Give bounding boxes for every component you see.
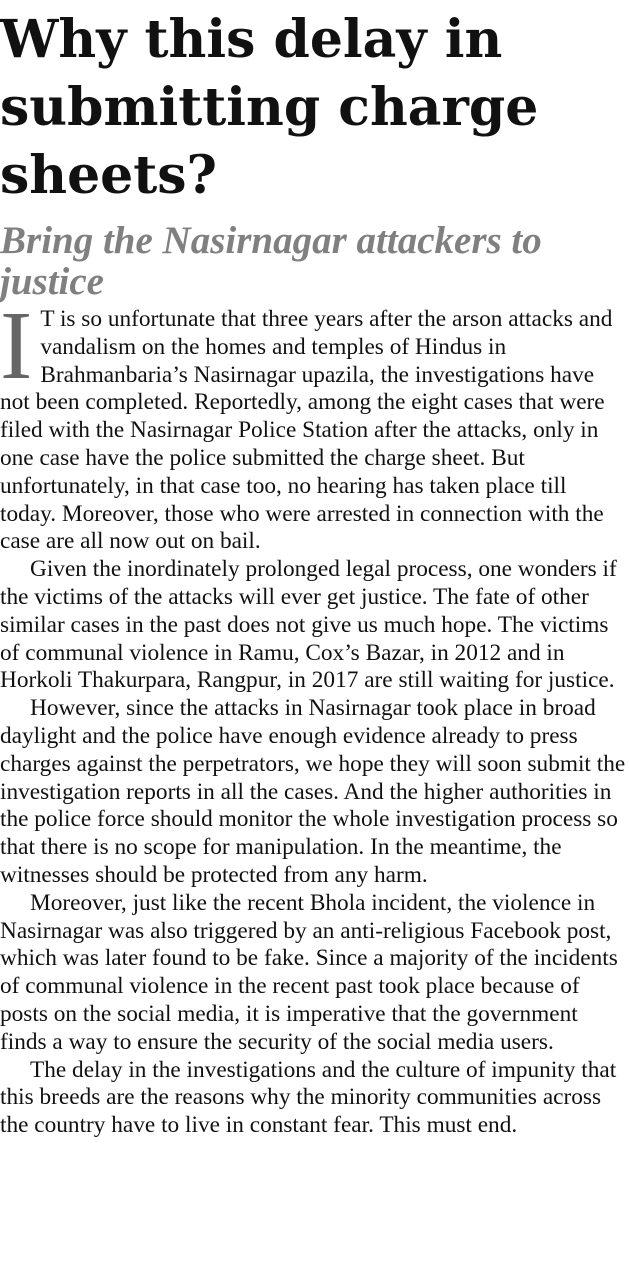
drop-cap: I — [0, 292, 33, 399]
paragraph-4: Moreover, just like the recent Bhola incident, the violence in Nasirnagar was also triggered by an anti-religious Facebook post, which was later found to be fake. Since a majority of the incidents of communal violence in the recent past took place because of posts on the social media, it is imperative that the government finds a way to ensure the security of the social media users. — [0, 889, 618, 1055]
subheadline: Bring the Nasirnagar attackers to justice — [0, 219, 542, 303]
paragraph-3: However, since the attacks in Nasirnagar took place in broad daylight and the police have enough evidence already to press charges against the perpetrators, we hope they will soon submit the investigation reports in all the cases. And the higher authorities in the police force should monitor the whole investigation process so that there is no scope for manipulation. In the meantime, the witnesses should be protected from any harm. — [0, 695, 626, 888]
paragraph-5: The delay in the investigations and the culture of impunity that this breeds are the reasons why the minority communities across the country have to live in constant fear. This must end. — [0, 1056, 617, 1139]
headline: Why this delay in submitting charge sheets? — [0, 9, 539, 206]
paragraph-1-text: T is so unfortunate that three years after the arson attacks and vandalism on the homes and temples of Hindus in Brahmanbaria’s Nasirnagar upazila, the investigations have not been completed. Reportedly, among the eight cases that were filed with the Nasirnagar Police Station after the attacks, only in one case have the police submitted the charge sheet. But unfortunately, in that case too, no hearing has taken place till today. Moreover, those who were arrested in connection with the case are all now out on bail. — [0, 306, 613, 555]
paragraph-1 — [0, 292, 627, 556]
article-body — [0, 292, 627, 1140]
paragraph-2: Given the inordinately prolonged legal process, one wonders if the victims of the attacks will ever get justice. The fate of other similar cases in the past does not give us much hope. The victims of communal violence in Ramu, Cox’s Bazar, in 2012 and in Horkoli Thakurpara, Rangpur, in 2017 are still waiting for justice. — [0, 556, 617, 694]
